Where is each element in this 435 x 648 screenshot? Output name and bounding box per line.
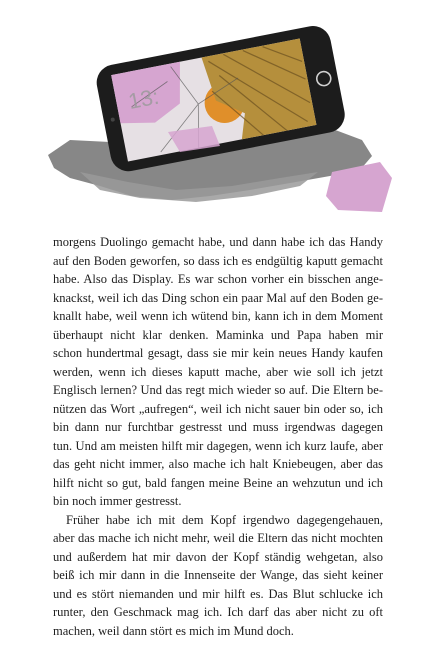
text-line: nützen das Wort „aufregen“, weil ich nicht sauer bin oder so, ich xyxy=(53,401,383,416)
text-line: aber das mache ich nicht mehr, weil die Eltern das nicht mochten xyxy=(53,531,383,545)
screen-time-text: 13: xyxy=(126,83,162,115)
text-line: beiß ich mir dann in die Innenseite der Wange, das sieht keiner xyxy=(53,568,383,582)
paragraph xyxy=(53,511,383,641)
text-line: tun. Und am meisten hilft mir dagegen, wenn ich kurz laufe, aber xyxy=(53,438,383,453)
text-line: auf den Boden geworfen, so dass ich es endgültig kaputt gemacht xyxy=(53,253,383,268)
text-line: knackst, weil ich das Ding schon ein paar Mal auf den Boden ge- xyxy=(53,290,383,305)
text-line: morgens Duolingo gemacht habe, und dann habe ich das Handy xyxy=(53,235,383,249)
text-line: bin dann nur furchtbar gestresst und muss irgendwas dagegen xyxy=(53,420,383,434)
text-line: und es stört niemanden und mir hilft es. Das Blut schlucke ich xyxy=(53,586,383,601)
text-line: Früher habe ich mit dem Kopf irgendwo dagegengehauen, xyxy=(66,512,383,527)
text-line: das geht nicht immer, also mache ich halt Kniebeugen, aber das xyxy=(53,457,383,471)
text-line: knallt habe, weil wenn ich wütend bin, kann ich in dem Moment xyxy=(53,309,383,323)
text-line: werden, wenn ich dieses kaputt mache, aber wie soll ich jetzt xyxy=(53,364,383,379)
paragraph xyxy=(53,233,383,511)
broken-phone-illustration xyxy=(0,0,435,225)
text-line: hilft nicht so gut, bald fangen meine Beine an wehzutun und ich xyxy=(53,475,383,490)
text-line: schon hundertmal gesagt, dass sie mir kein neues Handy kaufen xyxy=(53,346,383,360)
text-line: machen, weil dann stört es mich im Mund doch. xyxy=(53,623,294,638)
text-line: bin noch immer gestresst. xyxy=(53,494,182,508)
text-line: runter, den Geschmack mag ich. Ich darf das aber nicht zu oft xyxy=(53,605,383,619)
text-line: Englisch lernen? Und das regt mich wieder so auf. Die Eltern be- xyxy=(53,383,383,397)
text-line: und außerdem hat mir davon der Kopf ständig wehgetan, also xyxy=(53,549,383,564)
body-text xyxy=(53,233,383,640)
text-line: habe. Also das Display. Es war schon vorher ein bisschen ange- xyxy=(53,272,383,286)
text-line: überhaupt nicht klar denken. Maminka und Papa haben mir xyxy=(53,327,383,342)
